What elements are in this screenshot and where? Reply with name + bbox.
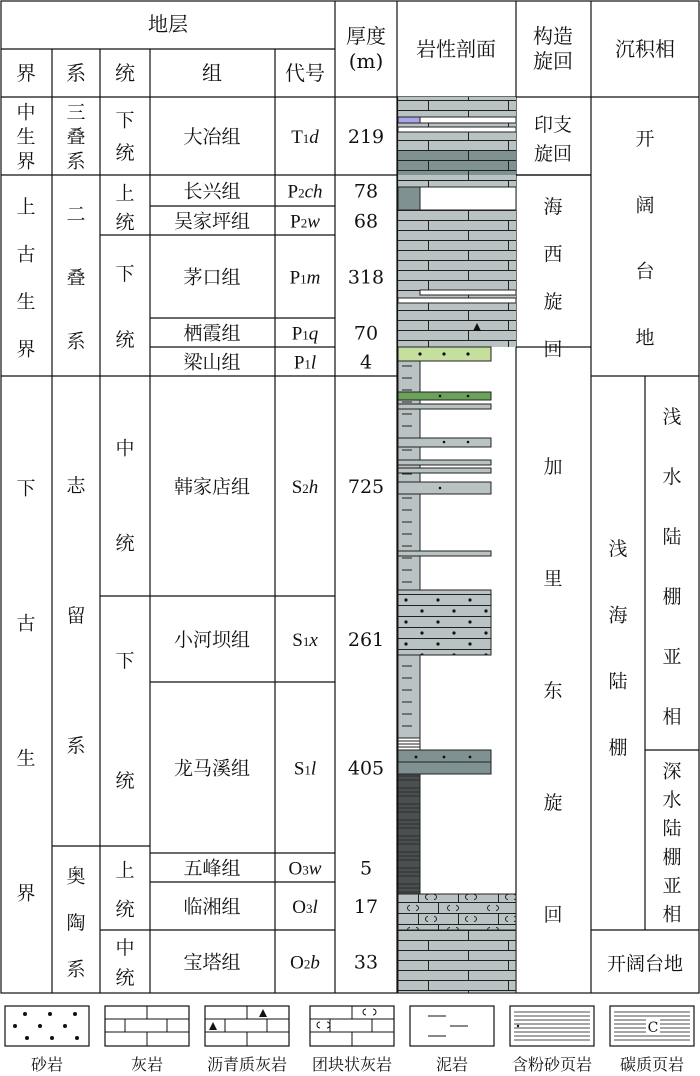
formation-name: 临湘组 bbox=[183, 896, 241, 918]
litho-hanjiadian-band bbox=[398, 482, 491, 494]
facies-deep-subfacies-char: 相 bbox=[662, 903, 682, 926]
series-2-char: 统 bbox=[115, 211, 135, 234]
system-2-char: 二 bbox=[66, 203, 86, 226]
series-column bbox=[115, 109, 134, 989]
era-3-char: 古 bbox=[16, 612, 36, 635]
formation-name: 韩家店组 bbox=[173, 476, 251, 498]
formation-code: O3w bbox=[288, 858, 322, 880]
series-7 bbox=[115, 937, 134, 989]
era-2-char: 古 bbox=[16, 243, 36, 266]
litho-hanjiadian-dot bbox=[443, 441, 446, 444]
system-4 bbox=[66, 865, 85, 980]
formation-name: 吴家坪组 bbox=[173, 210, 251, 233]
litho-hanjiadian-dot bbox=[467, 395, 470, 398]
era-3-char: 下 bbox=[16, 477, 36, 500]
litho-qixia bbox=[398, 318, 516, 347]
facies-deep-subfacies-char: 深 bbox=[662, 760, 682, 783]
litho-longmaxi-dot bbox=[443, 756, 446, 759]
formation-thickness: 68 bbox=[353, 210, 379, 233]
litho-longmaxi-carbon bbox=[398, 774, 420, 894]
facies-open-platform bbox=[635, 128, 654, 349]
era-3-char: 界 bbox=[16, 882, 36, 905]
legend-swatch bbox=[5, 1006, 89, 1046]
era-2-char: 上 bbox=[16, 195, 36, 218]
system-1-char: 三 bbox=[66, 101, 86, 124]
legend-item-bitumen bbox=[205, 1006, 289, 1074]
facies-shallow-subfacies-char: 陆 bbox=[662, 526, 682, 548]
system-1-char: 叠 bbox=[66, 126, 86, 148]
formation-row bbox=[183, 896, 378, 918]
legend-label: 泥岩 bbox=[435, 1055, 469, 1074]
tectonic-2-char: 西 bbox=[543, 243, 563, 266]
formation-name: 茅口组 bbox=[183, 266, 241, 289]
lithology-profile bbox=[398, 97, 517, 993]
litho-hanjiadian-band bbox=[398, 468, 491, 473]
series-5-char: 下 bbox=[115, 650, 135, 672]
header-xi: 系 bbox=[66, 61, 86, 85]
litho-longmaxi-dot bbox=[415, 756, 418, 759]
legend-item-sandstone bbox=[5, 1006, 89, 1074]
era-2 bbox=[16, 196, 35, 361]
system-4-char: 奥 bbox=[66, 865, 86, 888]
era-3-char: 生 bbox=[16, 747, 36, 770]
litho-baota bbox=[398, 930, 516, 993]
series-5-char: 统 bbox=[115, 770, 135, 792]
litho-changxing-white bbox=[420, 187, 516, 210]
facies-shallow-sea-shelf-char: 棚 bbox=[608, 736, 628, 759]
series-6 bbox=[115, 860, 134, 921]
litho-daye-white2 bbox=[398, 127, 516, 132]
legend-label: 沥青质灰岩 bbox=[206, 1055, 288, 1074]
tectonic-1-line: 印支 bbox=[533, 114, 573, 136]
facies-open-platform-char: 开 bbox=[635, 128, 655, 151]
formation-thickness: 17 bbox=[353, 896, 379, 918]
legend-item-mudstone bbox=[410, 1006, 494, 1074]
facies-shallow-sea-shelf bbox=[608, 538, 627, 759]
system-4-char: 陶 bbox=[66, 912, 86, 934]
litho-maokou-white1 bbox=[420, 290, 516, 295]
formation-thickness: 725 bbox=[347, 476, 385, 498]
formation-thickness: 318 bbox=[347, 266, 385, 289]
legend-label: 碳质页岩 bbox=[619, 1055, 685, 1074]
formation-column bbox=[174, 126, 384, 974]
litho-hanjiadian-band bbox=[398, 404, 491, 409]
era-2-char: 界 bbox=[16, 338, 36, 361]
system-2 bbox=[66, 204, 85, 353]
header-jie: 界 bbox=[16, 61, 36, 85]
system-column bbox=[66, 101, 86, 980]
era-2-char: 生 bbox=[16, 290, 36, 313]
header-tong: 统 bbox=[115, 61, 135, 85]
litho-daye-dark bbox=[398, 150, 516, 175]
formation-row bbox=[174, 758, 384, 780]
formation-row bbox=[174, 211, 378, 233]
series-1-char: 统 bbox=[115, 141, 135, 164]
header-tectonic: 构造旋回 bbox=[533, 24, 573, 73]
facies-deep-subfacies-char: 水 bbox=[662, 789, 682, 811]
facies-deep-subfacies-char: 亚 bbox=[662, 875, 682, 897]
system-3-char: 系 bbox=[66, 735, 86, 757]
facies-shallow-subfacies-char: 水 bbox=[662, 466, 682, 488]
litho-liangshan-dot bbox=[442, 352, 445, 355]
facies-shallow-sea-shelf-char: 海 bbox=[608, 604, 628, 627]
series-1 bbox=[115, 109, 134, 164]
era-1-char: 界 bbox=[16, 150, 36, 173]
series-4 bbox=[115, 438, 134, 555]
facies-shallow-subfacies bbox=[662, 406, 681, 728]
system-4-char: 系 bbox=[66, 958, 86, 981]
facies-shallow-sea-shelf-char: 陆 bbox=[608, 670, 628, 693]
litho-hanjiadian-dot bbox=[439, 487, 442, 490]
formation-code: S2h bbox=[291, 477, 319, 498]
formation-name: 长兴组 bbox=[183, 180, 241, 203]
legend-label: 灰岩 bbox=[130, 1055, 164, 1074]
formation-thickness: 33 bbox=[353, 951, 379, 974]
litho-daye-white1 bbox=[420, 117, 516, 123]
tectonic-2-char: 海 bbox=[543, 195, 563, 218]
system-3 bbox=[66, 475, 86, 757]
litho-linxiang-lump bbox=[398, 894, 516, 930]
header-strata: 地层 bbox=[148, 12, 188, 36]
formation-name: 龙马溪组 bbox=[173, 757, 251, 780]
header-sedimentary: 沉积相 bbox=[615, 37, 675, 61]
tectonic-3-char: 东 bbox=[543, 680, 563, 702]
header-thickness: 厚度 bbox=[346, 24, 386, 48]
facies-shallow-subfacies-char: 棚 bbox=[662, 586, 682, 608]
tectonic-1 bbox=[534, 114, 572, 165]
tectonic-2-char: 旋 bbox=[543, 290, 563, 313]
era-1 bbox=[16, 101, 35, 172]
system-1-char: 系 bbox=[66, 150, 86, 173]
header-code: 代号 bbox=[285, 61, 325, 85]
formation-row bbox=[174, 629, 384, 651]
series-4-char: 中 bbox=[115, 437, 135, 460]
formation-code: P2w bbox=[290, 211, 320, 233]
series-4-char: 统 bbox=[115, 532, 135, 555]
header-zu: 组 bbox=[202, 61, 222, 85]
tectonic-3-char: 旋 bbox=[543, 792, 563, 814]
formation-row bbox=[183, 267, 384, 289]
formation-code: P2ch bbox=[287, 181, 323, 203]
facies-open-platform-lower: 开阔台地 bbox=[606, 953, 684, 975]
facies-deep-subfacies-char: 陆 bbox=[662, 817, 682, 840]
series-1-char: 下 bbox=[115, 109, 135, 132]
tectonic-column bbox=[534, 114, 572, 926]
series-2 bbox=[115, 183, 134, 234]
legend-item-silty_shale bbox=[510, 1006, 594, 1074]
legend bbox=[5, 1006, 694, 1074]
formation-row bbox=[183, 181, 378, 203]
litho-hanjiadian-dot bbox=[439, 395, 442, 398]
tectonic-3-char: 里 bbox=[543, 568, 563, 590]
legend-label: 团块状灰岩 bbox=[311, 1055, 393, 1074]
system-1 bbox=[66, 101, 85, 172]
facies-deep-subfacies-char: 棚 bbox=[662, 846, 682, 869]
formation-code: T1d bbox=[291, 127, 319, 148]
formation-thickness: 405 bbox=[347, 757, 385, 780]
era-1-char: 中 bbox=[16, 101, 36, 124]
litho-xiaoheba-sand bbox=[398, 590, 491, 655]
formation-row bbox=[183, 126, 384, 148]
series-2-char: 上 bbox=[115, 182, 135, 205]
formation-thickness: 5 bbox=[359, 857, 373, 880]
litho-longmaxi-dot bbox=[469, 756, 472, 759]
series-7-char: 中 bbox=[115, 937, 135, 959]
litho-maokou bbox=[398, 235, 516, 318]
formation-code: O3l bbox=[292, 897, 318, 918]
system-2-char: 系 bbox=[66, 330, 86, 353]
formation-thickness: 70 bbox=[353, 322, 379, 345]
litho-daye-purple bbox=[398, 117, 420, 123]
tectonic-3-char: 加 bbox=[543, 456, 563, 478]
litho-wujiaping bbox=[398, 210, 516, 235]
facies-deep-subfacies bbox=[662, 760, 681, 925]
tectonic-3 bbox=[543, 456, 562, 926]
carbon-symbol: C bbox=[647, 1020, 659, 1036]
litho-liangshan-dot bbox=[418, 352, 421, 355]
system-3-char: 留 bbox=[66, 605, 86, 627]
era-3 bbox=[16, 478, 35, 905]
formation-code: O2b bbox=[290, 952, 320, 974]
formation-row bbox=[174, 476, 384, 498]
litho-hanjiadian-band bbox=[398, 551, 491, 556]
series-6-char: 上 bbox=[115, 859, 135, 882]
formation-name: 栖霞组 bbox=[183, 322, 241, 345]
formation-thickness: 261 bbox=[347, 629, 385, 651]
series-3-char: 下 bbox=[115, 263, 135, 285]
era-1-char: 生 bbox=[16, 126, 36, 148]
litho-hanjiadian-band bbox=[398, 460, 491, 465]
litho-changxing-dark bbox=[398, 187, 420, 210]
formation-row bbox=[183, 323, 378, 345]
formation-name: 小河坝组 bbox=[173, 629, 251, 651]
facies-open-platform-char: 台 bbox=[635, 260, 655, 283]
formation-code: S1x bbox=[292, 630, 318, 651]
tectonic-2 bbox=[543, 196, 562, 361]
legend-item-limestone bbox=[105, 1006, 189, 1074]
formation-row bbox=[183, 352, 372, 374]
era-column bbox=[16, 101, 35, 904]
facies-open-platform-char: 地 bbox=[635, 326, 655, 349]
series-3-char: 统 bbox=[115, 329, 135, 351]
formation-row bbox=[183, 952, 378, 974]
series-6-char: 统 bbox=[115, 898, 135, 921]
system-3-char: 志 bbox=[66, 475, 86, 497]
formation-name: 梁山组 bbox=[183, 351, 241, 374]
formation-name: 五峰组 bbox=[183, 857, 241, 880]
litho-hanjiadian-dot bbox=[467, 441, 470, 444]
legend-item-lump bbox=[310, 1006, 394, 1074]
series-5 bbox=[115, 650, 134, 792]
formation-thickness: 4 bbox=[359, 351, 373, 374]
formation-thickness: 219 bbox=[347, 126, 385, 148]
series-7-char: 统 bbox=[115, 967, 135, 989]
formation-code: P1q bbox=[291, 323, 319, 345]
tectonic-3-char: 回 bbox=[543, 904, 563, 926]
litho-hanjiadian-green bbox=[398, 392, 491, 400]
legend-label: 含粉砂页岩 bbox=[511, 1055, 593, 1074]
formation-code: P1m bbox=[289, 267, 321, 289]
facies-shallow-subfacies-char: 亚 bbox=[662, 646, 682, 668]
header-thickness-unit: (m) bbox=[348, 49, 384, 73]
formation-code: S1l bbox=[293, 758, 317, 780]
facies-open-platform-char: 阔 bbox=[635, 194, 655, 217]
tectonic-2-char: 回 bbox=[543, 338, 563, 361]
series-3 bbox=[115, 263, 134, 351]
facies-shallow-subfacies-char: 相 bbox=[662, 706, 682, 728]
legend-label: 砂岩 bbox=[30, 1055, 64, 1074]
litho-maokou-white2 bbox=[398, 298, 516, 303]
facies-shallow-sea-shelf-char: 浅 bbox=[608, 538, 628, 561]
system-2-char: 叠 bbox=[66, 267, 86, 289]
formation-name: 大冶组 bbox=[183, 126, 241, 148]
formation-name: 宝塔组 bbox=[183, 951, 241, 974]
legend-item-carbon_shale bbox=[610, 1006, 694, 1074]
formation-row bbox=[183, 858, 372, 880]
formation-thickness: 78 bbox=[353, 180, 379, 203]
litho-liangshan-dot bbox=[466, 352, 469, 355]
facies-shallow-subfacies-char: 浅 bbox=[662, 406, 682, 428]
header-lithology: 岩性剖面 bbox=[416, 37, 496, 61]
tectonic-1-line: 旋回 bbox=[533, 143, 573, 165]
formation-code: P1l bbox=[293, 352, 317, 374]
